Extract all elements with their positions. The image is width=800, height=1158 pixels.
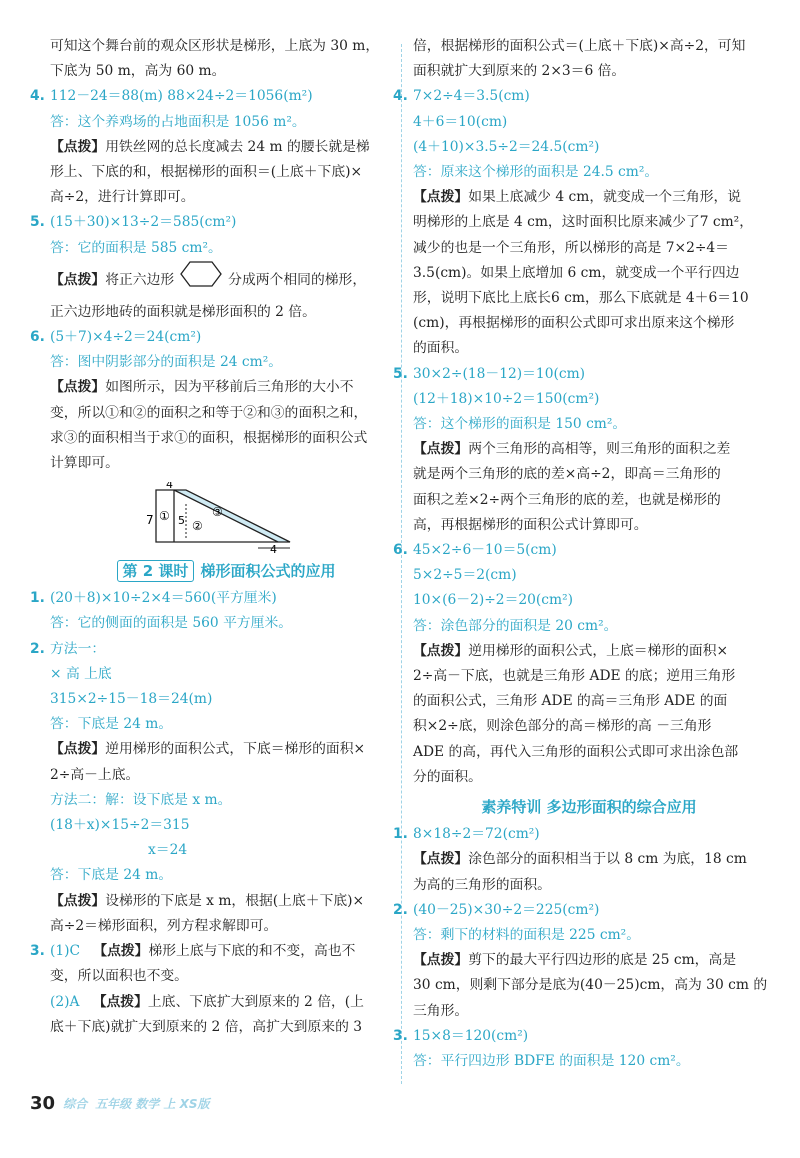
label-bottom: 4 (270, 543, 277, 557)
tip-text: 剪下的最大平行四边形的底是 25 cm，高是 (468, 952, 737, 969)
choice-answer: (2)A (50, 993, 80, 1010)
s3-calc (393, 1024, 765, 1049)
q4-answer: 答：原来这个梯形的面积是 24.5 cm²。 (413, 164, 659, 181)
question-number: 3. (393, 1027, 408, 1044)
tip-text: 逆用梯形的面积公式，下底＝梯形的面积× (105, 741, 366, 758)
calc-text: 30×2÷(18－12)＝10(cm) (413, 365, 586, 382)
question-number: 5. (30, 214, 45, 231)
p2-tip (50, 737, 402, 762)
tip-tag: 【点拨】 (413, 642, 469, 659)
q5-answer: 答：这个梯形的面积是 150 cm²。 (413, 416, 627, 433)
label-mid: 5 (178, 514, 185, 528)
q4-calc (393, 84, 765, 109)
tip-tag: 【点拨】 (413, 441, 469, 458)
tip-text: 就是两个三角形的底的差×高÷2，即高＝三角形的 (413, 466, 721, 483)
p2-answer-2: 答：下底是 24 m。 (50, 867, 173, 884)
tip-text: 如图所示，因为平移前后三角形的大小不 (105, 379, 354, 396)
q5-tip (413, 437, 765, 462)
tip-text: 上底、下底扩大到原来的 2 倍，(上 (147, 993, 364, 1010)
q6-answer: 答：涂色部分的面积是 20 cm²。 (413, 617, 618, 634)
q5-calc (30, 210, 402, 235)
tip-text: 如果上底减少 4 cm，就变成一个三角形，说 (468, 189, 742, 206)
tip-text: 面积之差×2÷两个三角形的底的差，也就是梯形的 (413, 491, 721, 508)
q6-tip (413, 639, 765, 664)
q5-answer: 答：它的面积是 585 cm²。 (50, 239, 222, 256)
label-left: 7 (146, 513, 154, 528)
calc-text: (40－25)×30÷2＝225(cm²) (413, 901, 600, 918)
q4-answer: 答：这个养鸡场的占地面积是 1056 m²。 (50, 113, 306, 130)
tip-text: 明梯形的上底是 4 cm，这时面积比原来减少了7 cm²， (413, 214, 754, 231)
question-number: 6. (30, 329, 45, 346)
tip-text: ADE 的高，再代入三角形的面积公式即可求出涂色部 (413, 743, 739, 760)
tip-text: 将正六边形 (105, 271, 175, 288)
left-column (30, 34, 402, 1040)
calc-text: (4＋10)×3.5÷2＝24.5(cm²) (413, 138, 600, 155)
s2-answer: 答：剩下的材料的面积是 225 cm²。 (413, 926, 641, 943)
tip-tag: 【点拨】 (93, 943, 149, 960)
hexagon-icon (180, 261, 222, 300)
p2-answer: 答：下底是 24 m。 (50, 716, 173, 733)
calc-text: (15＋30)×13÷2＝585(cm²) (50, 214, 237, 231)
right-column (393, 34, 768, 1074)
p2-annotation: × 高 上底 (50, 665, 112, 682)
q4-calc (30, 84, 402, 109)
tip-tag: 【点拨】 (50, 271, 106, 288)
footer-text: 五年级 数学 上 XS版 (95, 1096, 210, 1111)
lesson-title: 梯形面积公式的应用 (200, 562, 336, 581)
calc-text: 45×2÷6－10＝5(cm) (413, 542, 557, 559)
shaded-strip (174, 490, 290, 542)
p2-equation: (18＋x)×15÷2＝315 (50, 817, 190, 834)
tip-tag: 【点拨】 (50, 892, 106, 909)
question-number: 4. (393, 88, 408, 105)
tip-tag: 【点拨】 (50, 138, 106, 155)
question-number: 1. (30, 590, 45, 607)
tip-text: 设梯形的下底是 x m，根据(上底＋下底)× (105, 892, 365, 909)
tip-text: 用铁丝网的总长度减去 24 m 的腰长就是梯 (105, 138, 370, 155)
q6-tip (50, 375, 402, 400)
tip-text: 变，所以①和②的面积之和等于②和③的面积之和， (50, 404, 368, 421)
q6-calc (30, 325, 402, 350)
text-line: 可知这个舞台前的观众区形状是梯形，上底为 30 m， (50, 38, 380, 54)
diagonal-line (174, 490, 278, 542)
s2-tip (413, 948, 765, 973)
tip-tag: 【点拨】 (50, 379, 106, 396)
choice-answer: (1)C (50, 943, 81, 960)
question-number: 5. (393, 365, 408, 382)
special-training-title: 素养特训 多边形面积的综合应用 (481, 798, 697, 817)
q5-calc (393, 362, 765, 387)
tip-text: 涂色部分的面积相当于以 8 cm 为底，18 cm (468, 851, 747, 868)
text-line: 下底为 50 m，高为 60 m。 (50, 63, 226, 80)
book-logo: 综合 (63, 1096, 88, 1111)
calc-text: (20＋8)×10÷2×4＝560(平方厘米) (50, 590, 277, 607)
tip-text: (cm)，再根据梯形的面积公式即可求出原来这个梯形 (413, 315, 735, 332)
method-text: 方法一： (50, 640, 106, 657)
calc-text: 10×(6－2)÷2＝20(cm²) (413, 592, 574, 609)
p2-equation-result: x＝24 (148, 842, 188, 859)
p1-calc (30, 586, 402, 611)
tip-text: 的面积公式，三角形 ADE 的高＝三角形 ADE 的面 (413, 693, 728, 710)
lesson-heading (50, 558, 402, 584)
label-top: 4 (166, 482, 173, 492)
q6-calc (393, 538, 765, 563)
question-number: 4. (30, 88, 45, 105)
question-number: 3. (30, 943, 45, 960)
tip-text: 三角形。 (413, 1002, 469, 1019)
lesson-box: 第 2 课时 (117, 560, 195, 582)
tip-text: 底＋下底)就扩大到原来的 2 倍，高扩大到原来的 3 (50, 1018, 363, 1035)
tip-text: 2÷高－上底。 (50, 766, 140, 783)
label-circle-3: ③ (212, 505, 223, 520)
q4-tip (413, 185, 765, 210)
tip-text: 逆用梯形的面积公式，上底＝梯形的面积× (468, 642, 729, 659)
tip-text: 积×2÷底，则涂色部分的高＝梯形的高 －三角形 (413, 718, 712, 735)
label-circle-2: ② (192, 519, 203, 534)
tip-text: 高，再根据梯形的面积公式计算即可。 (413, 516, 648, 533)
p3-part1 (30, 939, 402, 964)
calc-text: 7×2÷4＝3.5(cm) (413, 88, 530, 105)
q6-answer: 答：图中阴影部分的面积是 24 cm²。 (50, 354, 283, 371)
s2-calc (393, 898, 765, 923)
tip-text: 30 cm，则剩下部分是底为(40－25)cm，高为 30 cm 的 (413, 977, 768, 994)
text-line: 面积就扩大到原来的 2×3＝6 倍。 (413, 63, 626, 80)
question-number: 1. (393, 826, 408, 843)
tip-text: 高÷2＝梯形面积，列方程求解即可。 (50, 917, 278, 934)
question-number: 6. (393, 542, 408, 559)
tip-text: 分的面积。 (413, 768, 482, 785)
tip-text: 形，说明下底比上底长6 cm，那么下底就是 4＋6＝10 (413, 290, 749, 307)
tip-tag: 【点拨】 (413, 189, 469, 206)
tip-text: 高÷2，进行计算即可。 (50, 189, 195, 206)
calc-text: 15×8＝120(cm²) (413, 1027, 529, 1044)
tip-text: 变，所以面积也不变。 (50, 968, 188, 985)
calc-text: (12＋18)×10÷2＝150(cm²) (413, 390, 600, 407)
tip-text: 两个三角形的高相等，则三角形的面积之差 (468, 441, 731, 458)
tip-text: 形上、下底的和，根据梯形的面积＝(上底＋下底)× (50, 164, 363, 181)
tip-text: 的面积。 (413, 340, 469, 357)
tip-text: 正六边形地砖的面积就是梯形面积的 2 倍。 (50, 303, 316, 320)
q4-tip (50, 135, 402, 160)
calc-text: 5×2÷5＝2(cm) (413, 567, 517, 584)
calc-text: (5＋7)×4÷2＝24(cm²) (50, 329, 202, 346)
tip-text: 计算即可。 (50, 455, 119, 472)
trapezoid-diagram (50, 482, 402, 556)
tip-tag: 【点拨】 (50, 741, 106, 758)
tip-text: 2÷高－下底，也就是三角形 ADE 的底；逆用三角形 (413, 668, 736, 685)
tip-tag: 【点拨】 (413, 851, 469, 868)
q5-tip (50, 261, 402, 300)
page-footer (30, 1090, 210, 1116)
s1-tip (413, 847, 765, 872)
tip-text: 为高的三角形的面积。 (413, 876, 551, 893)
tip-tag: 【点拨】 (92, 993, 148, 1010)
p2-tip-2 (50, 889, 402, 914)
trapezoid-figure (50, 482, 402, 557)
calc-text: 8×18÷2＝72(cm²) (413, 826, 540, 843)
p1-answer: 答：它的侧面的面积是 560 平方厘米。 (50, 615, 293, 632)
p2-calc: 315×2÷15－18＝24(m) (50, 691, 213, 708)
tip-text: 求③的面积相当于求①的面积，根据梯形的面积公式 (50, 429, 368, 446)
page-number: 30 (30, 1092, 56, 1114)
question-number: 2. (30, 640, 45, 657)
p2-method2: 方法二：解：设下底是 x m。 (50, 791, 232, 808)
question-number: 2. (393, 901, 408, 918)
tip-text: 减少的也是一个三角形，所以梯形的高是 7×2÷4＝ (413, 239, 729, 256)
tip-text: 分成两个相同的梯形， (228, 271, 367, 288)
calc-text: 112－24＝88(m) 88×24÷2＝1056(m²) (50, 88, 313, 105)
text-line: 倍，根据梯形的面积公式＝(上底＋下底)×高÷2，可知 (413, 38, 746, 54)
label-circle-1: ① (159, 509, 170, 524)
tip-tag: 【点拨】 (413, 952, 469, 969)
tip-text: 3.5(cm)。如果上底增加 6 cm，就变成一个平行四边 (413, 264, 740, 281)
calc-text: 4＋6＝10(cm) (413, 113, 508, 130)
tip-text: 梯形上底与下底的和不变，高也不 (148, 943, 356, 960)
p3-part2 (50, 990, 402, 1015)
p2-method1 (30, 637, 402, 662)
s3-answer: 答：平行四边形 BDFE 的面积是 120 cm²。 (413, 1052, 690, 1069)
s1-calc (393, 822, 765, 847)
